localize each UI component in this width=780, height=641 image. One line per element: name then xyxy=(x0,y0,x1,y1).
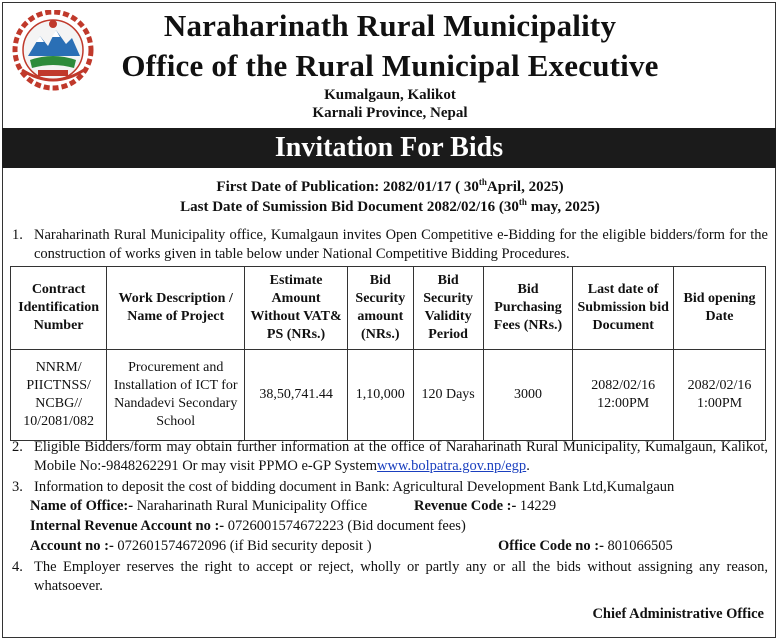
cell-bid-security: 1,10,000 xyxy=(347,350,413,441)
egp-link[interactable]: www.bolpatra.gov.np/egp xyxy=(377,458,527,474)
clause-number: 2. xyxy=(12,439,23,455)
table-row xyxy=(11,350,766,441)
header-estimate-amount: Estimate Amount Without VAT& PS (NRs.) xyxy=(245,267,348,350)
cell-work-description: Procurement and Installation of ICT for Nandadevi Secondary School xyxy=(107,350,245,441)
table-header-row xyxy=(11,267,766,350)
clause-2 xyxy=(12,438,768,476)
header-bid-security: Bid Security amount (NRs.) xyxy=(347,267,413,350)
address-line-1: Kumalgaun, Kalikot xyxy=(324,87,456,103)
header-opening-date: Bid opening Date xyxy=(674,267,766,350)
header-submission-date: Last date of Submission bid Document xyxy=(573,267,674,350)
cell-opening-date: 2082/02/16 1:00PM xyxy=(674,350,766,441)
clause-number: 1. xyxy=(12,227,23,243)
clause-text: Information to deposit the cost of bidding document in Bank: Agricultural Development Bank Ltd,Kumalgaun xyxy=(34,479,675,495)
municipality-title: Naraharinath Rural Municipality xyxy=(163,8,617,43)
address-line-2: Karnali Province, Nepal xyxy=(312,105,468,121)
cell-validity-period: 120 Days xyxy=(413,350,483,441)
header-purchasing-fees: Bid Purchasing Fees (NRs.) xyxy=(483,267,573,350)
last-submission-date: Last Date of Sumission Bid Document 2082/02/16 (30th may, 2025) xyxy=(180,197,600,215)
header-contract-id: Contract Identification Number xyxy=(11,267,107,350)
office-name: Name of Office:- Naraharinath Rural Municipality Office xyxy=(30,498,368,514)
clause-text: The Employer reserves the right to accept or reject, wholly or partly any or all the bids without assigning any reason, whatsoever. xyxy=(34,559,768,594)
account-number: Account no :- 072601574672096 (if Bid security deposit ) xyxy=(30,538,372,554)
signature-title: Chief Administrative Office xyxy=(592,606,764,622)
clause-1 xyxy=(12,226,768,264)
clause-number: 4. xyxy=(12,559,23,575)
revenue-code: Revenue Code :- 14229 xyxy=(414,498,557,514)
bid-table xyxy=(10,266,766,441)
internal-revenue-account: Internal Revenue Account no :- 0726001574672223 (Bid document fees) xyxy=(30,518,466,534)
clause-text: Eligible Bidders/form may obtain further information at the office of Naraharinath Rural Municipality, Kumalgaun, Kalikot, Mobile No:-9848262291 Or may visit PPMO e-GP Systemwww.bolpatra.gov.np/egp. xyxy=(34,439,768,474)
cell-purchasing-fees: 3000 xyxy=(483,350,573,441)
first-publication-date: First Date of Publication: 2082/01/17 ( 30thApril, 2025) xyxy=(216,177,564,195)
clause-number: 3. xyxy=(12,479,23,495)
invitation-banner: Invitation For Bids xyxy=(2,128,776,168)
clause-text: Naraharinath Rural Municipality office, Kumalgaun invites Open Competitive e-Bidding for the eligible bidders/form for the construction of works given in table below under National Competitive Bidding Procedures. xyxy=(34,227,768,262)
office-code: Office Code no :- 801066505 xyxy=(498,538,673,554)
cell-estimate-amount: 38,50,741.44 xyxy=(245,350,348,441)
cell-contract-id: NNRM/ PIICTNSS/ NCBG// 10/2081/082 xyxy=(11,350,107,441)
clause-4 xyxy=(12,558,768,596)
header-validity-period: Bid Security Validity Period xyxy=(413,267,483,350)
header-work-description: Work Description / Name of Project xyxy=(107,267,245,350)
cell-submission-date: 2082/02/16 12:00PM xyxy=(573,350,674,441)
clause-3 xyxy=(12,478,768,497)
office-title: Office of the Rural Municipal Executive xyxy=(121,48,659,83)
